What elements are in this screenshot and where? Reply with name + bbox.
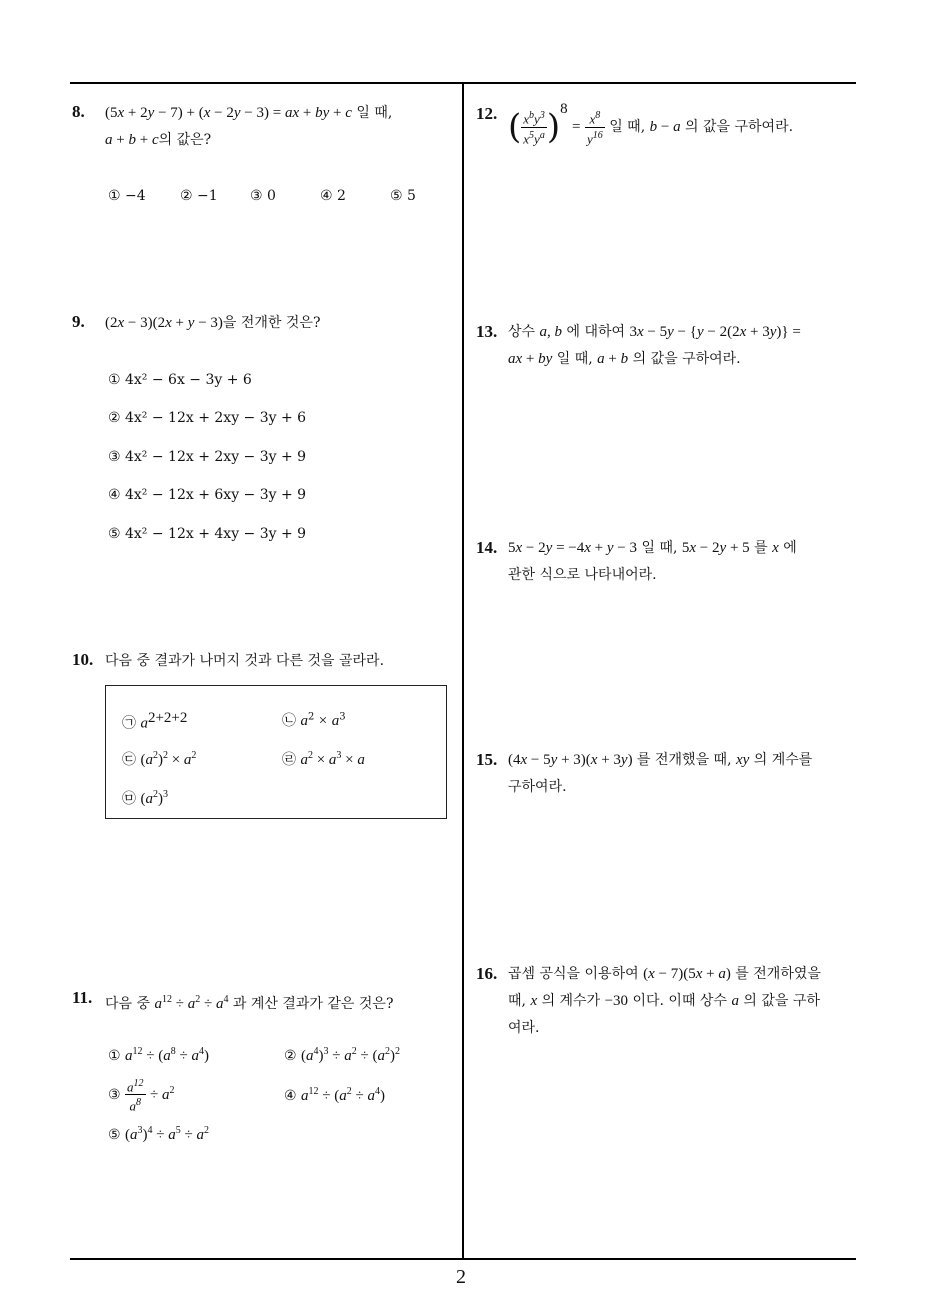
question-number: 12. [476,104,498,123]
option-5[interactable]: ⑤ 4x² − 12x + 4xy − 3y + 9 [108,526,307,542]
question-text: 5x − 2y = −4x + y − 3 일 때, 5x − 2y + 5 를 x 에 관한 식으로 나타내어라. [508,540,797,583]
question-8 [72,102,457,148]
question-11 [72,988,394,1012]
choice-e[interactable]: ㉤ $(a^2)^3$ [122,789,168,807]
option-2[interactable]: ② $(a^4)^3 \div a^2 \div (a^2)^2$ [284,1046,400,1064]
option-2[interactable]: ② −1 [180,188,218,204]
question-16 [476,964,861,1036]
question-number: 11. [72,988,93,1007]
question-10 [72,650,385,670]
option-1[interactable]: ① 4x² − 6x − 3y + 6 [108,372,252,388]
option-1[interactable]: ① −4 [108,188,146,204]
question-number: 9. [72,312,85,331]
option-2[interactable]: ② 4x² − 12x + 2xy − 3y + 6 [108,410,307,426]
question-number: 15. [476,750,498,769]
question-number: 16. [476,964,498,983]
option-4[interactable]: ④ $a^{12} \div (a^2 \div a^4)$ [284,1086,385,1104]
question-text: (4x − 5y + 3)(x + 3y) 를 전개했을 때, xy 의 계수를 구하여라. [508,752,813,795]
choice-a[interactable]: ㉠ $a^{2+2+2}$ [122,710,188,732]
question-text: (2x − 3)(2x + y − 3)을 전개한 것은? [105,315,321,331]
question-text: 곱셈 공식을 이용하여 (x − 7)(5x + a) 를 전개하였을 때, x 의 계수가 −30 이다. 이때 상수 a 의 값을 구하 여라. [508,966,821,1036]
option-3[interactable]: ③ 0 [250,188,276,204]
column-divider [462,82,464,1259]
question-15 [476,750,861,795]
question-number: 14. [476,538,498,557]
question-14 [476,538,861,583]
question-text: 상수 a, b 에 대하여 3x − 5y − {y − 2(2x + 3y)} = ax + by 일 때, a + b 의 값을 구하여라. [508,324,801,367]
choice-d[interactable]: ㉣ $a^2 \times a^3 \times a$ [282,750,365,768]
option-4[interactable]: ④ 2 [320,188,346,204]
question-text: ( $\frac{x^by^3}{x^5y^a}$ )$^8$ = $\frac{x^8}{y^{16}}$ 일 때, b − a 의 값을 구하여라. [508,101,794,147]
choice-b[interactable]: ㉡ $a^2 \times a^3$ [282,711,346,729]
option-3[interactable]: ③ 4x² − 12x + 2xy − 3y + 9 [108,449,307,465]
question-13 [476,322,861,367]
bottom-rule [70,1258,856,1260]
question-number: 10. [72,650,94,669]
option-3[interactable]: ③ $\frac{a^{12}}{a^8}$ ÷ $a^2$ [108,1078,175,1114]
question-9 [72,312,321,332]
question-text: 다음 중 $a^{12} \div a^2 \div a^4$ 과 계산 결과가 같은 것은? [105,994,394,1012]
option-5[interactable]: ⑤ $(a^3)^4 \div a^5 \div a^2$ [108,1125,209,1143]
option-4[interactable]: ④ 4x² − 12x + 6xy − 3y + 9 [108,487,307,503]
page-number: 2 [456,1266,466,1288]
question-number: 8. [72,102,85,121]
question-text: 다음 중 결과가 나머지 것과 다른 것을 골라라. [105,653,385,669]
question-12 [476,101,861,147]
question-text: (5x + 2y − 7) + (x − 2y − 3) = ax + by + c 일 때, a + b + c의 값은? [105,105,393,148]
question-number: 13. [476,322,498,341]
choices-box [105,685,447,819]
option-1[interactable]: ① $a^{12} \div (a^8 \div a^4)$ [108,1046,209,1064]
choice-c[interactable]: ㉢ $(a^2)^2 \times a^2$ [122,750,197,768]
option-5[interactable]: ⑤ 5 [390,188,416,204]
